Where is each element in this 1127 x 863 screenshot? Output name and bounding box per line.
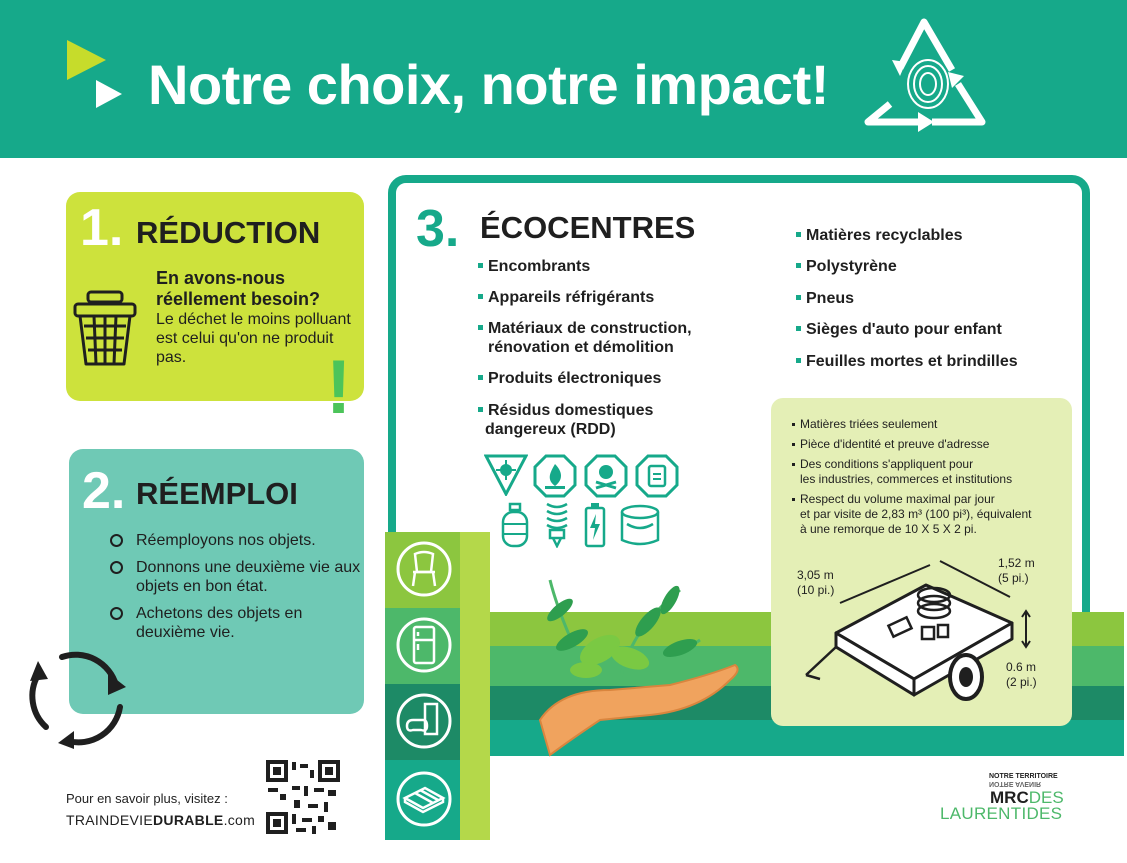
- reemploi-number: 2.: [82, 462, 126, 520]
- info-item: Pièce d'identité et preuve d'adresse: [792, 437, 989, 452]
- ecocentre-item: Matériaux de construction,: [478, 319, 692, 338]
- cfl-bulb-icon: [542, 500, 572, 548]
- info-item-continued: les industries, commerces et institutions: [800, 472, 1013, 486]
- pallet-icon: [395, 770, 453, 828]
- ecocentre-item: Pneus: [796, 289, 854, 308]
- reemploi-item: Réemployons nos objets.: [110, 531, 366, 550]
- hand-with-plants-icon: [520, 570, 750, 760]
- play-arrows-icon: [64, 38, 124, 116]
- logo-tagline: [989, 773, 1058, 787]
- url-part1: TRAINDEVIE: [66, 812, 154, 828]
- reduction-number: 1.: [80, 199, 124, 257]
- circular-arrows-icon: [24, 645, 132, 749]
- ecocentres-heading: ÉCOCENTRES: [480, 210, 696, 245]
- dim-height: 0.6 m: [1006, 660, 1037, 674]
- ecocentre-item: Feuilles mortes et brindilles: [796, 352, 1018, 371]
- ecocentre-item: Produits électroniques: [478, 369, 661, 388]
- dim-height-ft: (2 pi.): [1006, 675, 1037, 689]
- dim-length: 3,05 m: [797, 568, 834, 582]
- explosive-icon: [484, 454, 528, 496]
- exclamation-mark: !: [326, 345, 352, 430]
- logo-tagline-2: NOTRE AVENIR: [989, 780, 1042, 787]
- website-link[interactable]: [66, 812, 255, 828]
- ecocentre-item: Matières recyclables: [796, 226, 963, 245]
- dim-length-ft: (10 pi.): [797, 583, 835, 597]
- reduction-text: Le déchet le moins polluant est celui qu'on ne produit pas.: [156, 311, 351, 366]
- propane-tank-icon: [500, 502, 530, 548]
- electronics-icon: [395, 692, 453, 750]
- ecocentre-item-continued: rénovation et démolition: [488, 339, 674, 356]
- info-item-continued: à une remorque de 10 X 5 X 2 pi.: [800, 522, 977, 536]
- dim-width: 1,52 m: [998, 556, 1035, 570]
- shopping-basket-icon: [72, 290, 138, 368]
- ecocentre-item: Sièges d'auto pour enfant: [796, 320, 1002, 339]
- reduction-question: En avons-nous réellement besoin?: [156, 268, 321, 309]
- side-shade: [460, 532, 490, 840]
- ecocentre-item-continued: dangereux (RDD): [485, 421, 616, 438]
- ecocentre-item: Appareils réfrigérants: [478, 288, 654, 307]
- reemploi-item: Achetons des objets en deuxième vie.: [110, 604, 366, 642]
- flammable-icon: [533, 454, 577, 498]
- info-item: Matières triées seulement: [792, 417, 937, 432]
- poison-icon: [584, 454, 628, 498]
- logo-name-3: LAURENTIDES: [940, 804, 1063, 823]
- qr-code-icon[interactable]: [266, 760, 340, 834]
- info-item-continued: et par visite de 2,83 m³ (100 pi³), équivalent: [800, 507, 1032, 521]
- info-item: Respect du volume maximal par jour: [792, 492, 995, 507]
- reemploi-heading: RÉEMPLOI: [136, 476, 298, 511]
- learn-more-text: Pour en savoir plus, visitez :: [66, 791, 228, 806]
- ecocentre-item: Encombrants: [478, 257, 590, 276]
- url-part2: DURABLE: [153, 812, 224, 828]
- battery-icon: [584, 502, 606, 548]
- logo-name-1: MRC: [990, 788, 1029, 807]
- recycle-fingerprint-icon: [860, 12, 990, 138]
- mrc-logo: [940, 790, 1064, 822]
- url-part3: .com: [223, 812, 256, 828]
- info-item: Des conditions s'appliquent pour: [792, 457, 973, 472]
- refrigerator-icon: [395, 616, 453, 674]
- logo-name-2: DES: [1028, 788, 1064, 807]
- dim-width-ft: (5 pi.): [998, 571, 1029, 585]
- corrosive-icon: [635, 454, 679, 498]
- ecocentres-number: 3.: [416, 200, 460, 258]
- trailer-icon: [800, 555, 1040, 715]
- page-title: Notre choix, notre impact!: [148, 53, 829, 116]
- ecocentre-item: Polystyrène: [796, 257, 897, 276]
- reemploi-item: Donnons une deuxième vie aux objets en bon état.: [110, 558, 366, 596]
- reemploi-list: [110, 531, 366, 650]
- logo-tagline-1: NOTRE TERRITOIRE: [989, 773, 1058, 780]
- reduction-heading: RÉDUCTION: [136, 215, 321, 250]
- ecocentre-item: Résidus domestiques: [478, 401, 653, 420]
- chair-icon: [395, 540, 453, 598]
- paint-can-icon: [619, 502, 661, 548]
